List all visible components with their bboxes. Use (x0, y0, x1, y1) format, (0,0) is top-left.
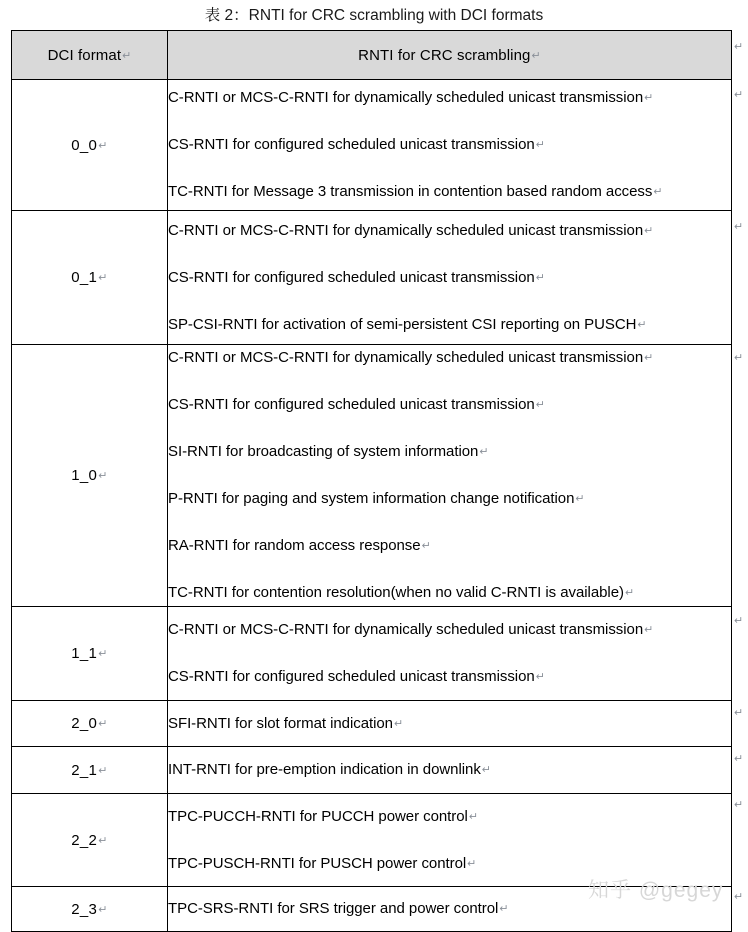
rnti-entry: TC-RNTI for Message 3 transmission in contention based random access↵ (168, 183, 663, 200)
table-row (12, 887, 732, 932)
paragraph-mark-icon: ↵ (734, 221, 744, 233)
table-row (12, 701, 732, 747)
column-header-dci-format: DCI format↵ (12, 31, 168, 80)
paragraph-mark-icon: ↵ (644, 224, 654, 237)
dci-format-cell: 2_1↵ (12, 747, 168, 794)
paragraph-mark-icon: ↵ (98, 139, 108, 152)
paragraph-mark-icon: ↵ (734, 707, 744, 719)
paragraph-mark-icon: ↵ (575, 493, 585, 505)
paragraph-mark-icon: ↵ (644, 624, 654, 636)
paragraph-mark-icon: ↵ (122, 49, 132, 62)
paragraph-mark-icon: ↵ (421, 540, 431, 552)
table-body (12, 80, 732, 932)
paragraph-mark-icon: ↵ (98, 718, 108, 730)
rnti-entry: C-RNTI or MCS-C-RNTI for dynamically scheduled unicast transmission↵ (168, 89, 654, 106)
dci-format-cell: 1_1↵ (12, 607, 168, 701)
paragraph-mark-icon: ↵ (535, 139, 545, 151)
table-caption-text: 表 2：RNTI for CRC scrambling with DCI formats (204, 7, 544, 24)
paragraph-mark-icon: ↵ (734, 753, 744, 765)
rnti-entries-cell (168, 747, 732, 794)
table-header-row (12, 31, 732, 80)
paragraph-mark-icon: ↵ (535, 671, 545, 683)
rnti-entry: INT-RNTI for pre-emption indication in downlink↵ (168, 761, 491, 778)
paragraph-mark-icon: ↵ (481, 764, 491, 776)
rnti-entries-cell (168, 701, 732, 747)
watermark: 知乎 @gegey (588, 879, 724, 902)
paragraph-mark-icon: ↵ (734, 799, 744, 811)
rnti-entry: C-RNTI or MCS-C-RNTI for dynamically scheduled unicast transmission↵ (168, 221, 654, 239)
paragraph-mark-icon: ↵ (734, 41, 744, 53)
dci-format-cell: 2_3↵ (12, 887, 168, 932)
rnti-entry: CS-RNTI for configured scheduled unicast transmission↵ (168, 268, 545, 286)
rnti-entries-cell (168, 794, 732, 887)
paragraph-mark-icon: ↵ (393, 717, 404, 730)
paragraph-mark-icon: ↵ (98, 470, 108, 482)
dci-format-cell: 1_0↵ (12, 345, 168, 607)
dci-format-cell: 0_0↵ (12, 80, 168, 211)
rnti-entry: CS-RNTI for configured scheduled unicast transmission↵ (168, 396, 545, 413)
table-caption (0, 6, 748, 26)
rnti-entry: SI-RNTI for broadcasting of system information↵ (168, 443, 489, 460)
rnti-entry: TPC-PUCCH-RNTI for PUCCH power control↵ (168, 807, 478, 825)
rnti-entry: C-RNTI or MCS-C-RNTI for dynamically scheduled unicast transmission↵ (168, 349, 654, 366)
dci-format-cell: 2_2↵ (12, 794, 168, 887)
dci-format-cell: 2_0↵ (12, 701, 168, 747)
paragraph-mark-icon: ↵ (734, 352, 744, 364)
rnti-entry: TPC-PUSCH-RNTI for PUSCH power control↵ (168, 854, 477, 872)
paragraph-mark-icon: ↵ (468, 810, 478, 823)
paragraph-mark-icon: ↵ (644, 92, 654, 104)
rnti-entry: SFI-RNTI for slot format indication↵ (168, 714, 404, 732)
rnti-entry: TPC-SRS-RNTI for SRS trigger and power control↵ (168, 900, 509, 917)
rnti-entry: P-RNTI for paging and system information change notification↵ (168, 490, 585, 507)
outside-paragraph-marks (734, 0, 748, 930)
paragraph-mark-icon: ↵ (531, 49, 541, 62)
table-row (12, 747, 732, 794)
table-row (12, 80, 732, 211)
paragraph-mark-icon: ↵ (535, 271, 545, 284)
paragraph-mark-icon: ↵ (734, 615, 744, 627)
paragraph-mark-icon: ↵ (653, 186, 663, 198)
rnti-entries-cell (168, 345, 732, 607)
paragraph-mark-icon: ↵ (734, 891, 744, 903)
paragraph-mark-icon: ↵ (499, 903, 509, 915)
rnti-entry: RA-RNTI for random access response↵ (168, 537, 431, 554)
paragraph-mark-icon: ↵ (98, 764, 108, 777)
rnti-dci-table (11, 30, 732, 932)
rnti-entry: SP-CSI-RNTI for activation of semi-persistent CSI reporting on PUSCH↵ (168, 315, 647, 333)
rnti-entry: TC-RNTI for contention resolution(when no valid C-RNTI is available)↵ (168, 584, 635, 601)
dci-format-cell: 0_1↵ (12, 211, 168, 345)
table-row (12, 211, 732, 345)
rnti-entries-cell (168, 607, 732, 701)
column-header-rnti: RNTI for CRC scrambling↵ (168, 31, 732, 80)
paragraph-mark-icon: ↵ (98, 834, 108, 847)
rnti-entries-cell (168, 80, 732, 211)
paragraph-mark-icon: ↵ (644, 352, 654, 364)
table-row (12, 345, 732, 607)
rnti-entry: CS-RNTI for configured scheduled unicast transmission↵ (168, 136, 545, 153)
paragraph-mark-icon: ↵ (624, 587, 635, 599)
paragraph-mark-icon: ↵ (98, 903, 108, 916)
paragraph-mark-icon: ↵ (467, 857, 477, 870)
rnti-entry: C-RNTI or MCS-C-RNTI for dynamically scheduled unicast transmission↵ (168, 621, 654, 638)
rnti-entries-cell (168, 887, 732, 932)
paragraph-mark-icon: ↵ (734, 89, 744, 101)
paragraph-mark-icon: ↵ (535, 399, 545, 411)
paragraph-mark-icon: ↵ (98, 648, 108, 660)
paragraph-mark-icon: ↵ (637, 318, 647, 331)
paragraph-mark-icon: ↵ (98, 272, 108, 284)
table-row (12, 607, 732, 701)
rnti-entry: CS-RNTI for configured scheduled unicast transmission↵ (168, 668, 545, 685)
table-row (12, 794, 732, 887)
paragraph-mark-icon: ↵ (479, 446, 489, 458)
rnti-entries-cell (168, 211, 732, 345)
